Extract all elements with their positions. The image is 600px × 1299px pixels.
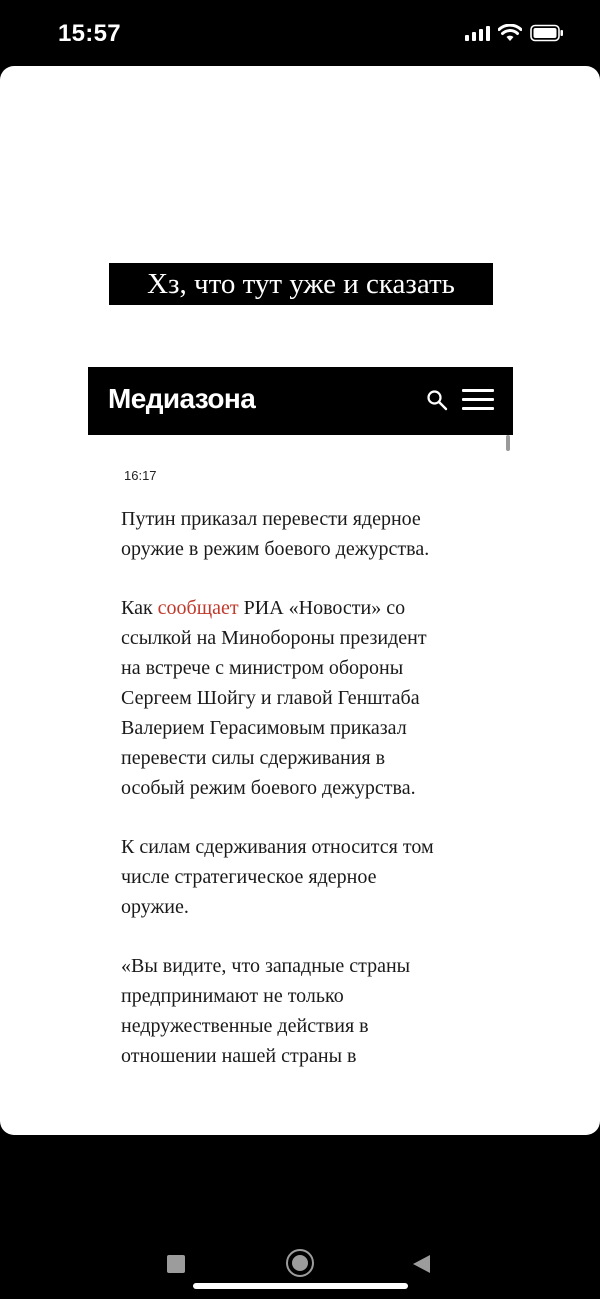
cellular-signal-icon (465, 25, 490, 41)
paragraph-line: предпринимают не только (121, 985, 344, 1007)
article-time: 16:17 (124, 468, 157, 483)
paragraph-line: «Вы видите, что западные страны (121, 955, 411, 977)
paragraph-text: Как (121, 597, 158, 619)
battery-icon (530, 24, 564, 42)
paragraph-line: К силам сдерживания относится том (121, 836, 434, 858)
paragraph-line: числе стратегическое ядерное (121, 866, 377, 888)
article-paragraph (121, 832, 491, 922)
status-icons (465, 24, 564, 42)
paragraph-line: Путин приказал перевести ядерное (121, 508, 421, 530)
paragraph-text: РИА «Новости» со (238, 597, 406, 619)
paragraph-line: на встрече с министром обороны (121, 657, 404, 679)
article-paragraph (121, 504, 491, 564)
paragraph-line: оружие. (121, 896, 189, 918)
scrollbar[interactable] (506, 435, 510, 451)
paragraph-line: Валерием Герасимовым приказал (121, 717, 407, 739)
article-paragraph (121, 593, 491, 803)
article-paragraph (121, 951, 491, 1071)
back-icon[interactable] (413, 1255, 430, 1273)
menu-icon[interactable] (462, 387, 494, 413)
paragraph-line: перевести силы сдерживания в (121, 747, 386, 769)
paragraph-line: оружие в режим боевого дежурства. (121, 538, 430, 560)
search-icon[interactable] (426, 389, 448, 411)
paragraph-line: особый режим боевого дежурства. (121, 777, 416, 799)
home-icon[interactable] (286, 1249, 314, 1277)
source-link[interactable]: сообщает (157, 597, 239, 619)
post-card (0, 66, 600, 1135)
site-header (88, 367, 513, 435)
post-caption: Хз, что тут уже и сказать (109, 263, 493, 305)
navigation-bar (0, 1135, 600, 1299)
status-time: 15:57 (58, 20, 121, 47)
article (121, 466, 491, 1100)
home-indicator[interactable] (193, 1283, 408, 1289)
status-bar (0, 0, 600, 66)
site-logo[interactable]: Медиазона (108, 383, 256, 414)
paragraph-line: недружественные действия в (121, 1015, 369, 1037)
recent-apps-icon[interactable] (167, 1255, 185, 1273)
wifi-icon (498, 24, 522, 42)
paragraph-line: Сергеем Шойгу и главой Генштаба (121, 687, 420, 709)
paragraph-line: отношении нашей страны в (121, 1045, 357, 1067)
paragraph-line: ссылкой на Минобороны президент (121, 627, 427, 649)
